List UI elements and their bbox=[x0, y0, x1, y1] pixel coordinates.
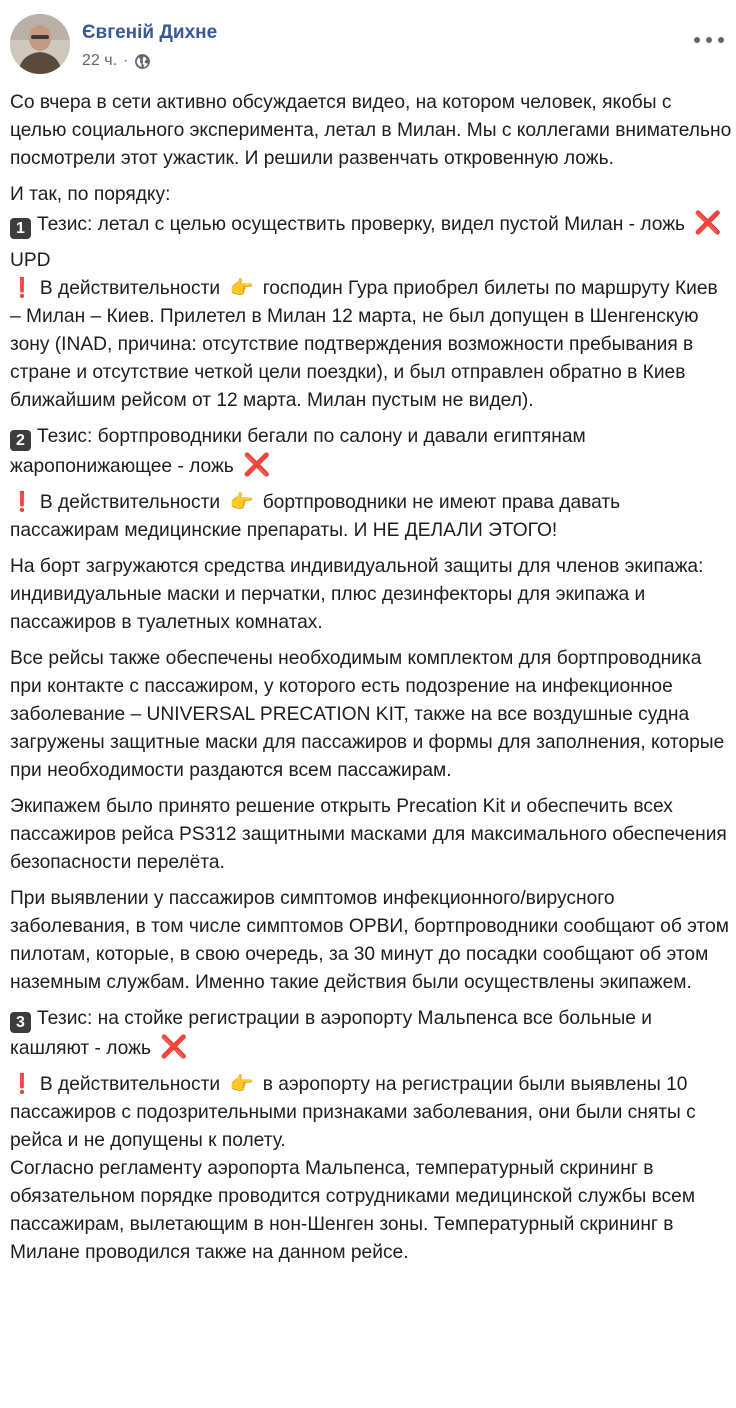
paragraph-kit: Все рейсы также обеспечены необходимым комплектом для бортпроводника при контакте с пассажиром, у которого есть подозрение на инфекционное заболевание – UNIVERSAL PRECATION KIT, также на все воздушные судна загружены защитные маски для пассажиров и формы для заполнения, которые при необходимости раздаются всем пассажирам. bbox=[10, 648, 725, 781]
cross-mark-icon: ❌ bbox=[160, 1034, 188, 1059]
more-options-icon[interactable] bbox=[694, 28, 724, 52]
paragraph-reality-1 bbox=[10, 247, 732, 415]
paragraph-crew: Экипажем было принято решение открыть Precation Kit и обеспечить всех пассажиров рейса PS312 защитными масками для максимального обеспечения безопасности перелёта. bbox=[10, 796, 727, 873]
author-name[interactable]: Євгеній Дихне bbox=[82, 22, 218, 43]
order-intro: И так, по порядку: bbox=[10, 184, 171, 205]
more-dot bbox=[718, 37, 724, 43]
thesis-3-text: Тезис: на стойке регистрации в аэропорту Мальпенса все больные и кашляют - ложь bbox=[10, 1008, 652, 1059]
globe-icon[interactable] bbox=[134, 53, 151, 70]
post-time[interactable]: 22 ч. bbox=[82, 52, 118, 69]
exclamation-icon: ❗ bbox=[10, 278, 34, 299]
paragraph-thesis-1 bbox=[10, 181, 732, 239]
reality-label: В действительности bbox=[39, 1074, 221, 1095]
reality-1-text: господин Гура приобрел билеты по маршруту Киев – Милан – Киев. Прилетел в Милан 12 марта, не был допущен в Шенгенскую зону (INAD, причина: отсутствие подтверждения возможности пребывания в стране и отсутствие четкой цели поездки), и был отправлен обратно в Киев ближайшим рейсом от 12 марта. Милан пустым не видел). bbox=[10, 278, 718, 411]
post-header bbox=[10, 14, 736, 78]
paragraph-protection: На борт загружаются средства индивидуальной защиты для членов экипажа: индивидуальные маски и перчатки, плюс дезинфекторы для экипажа и пассажиров в туалетных комнатах. bbox=[10, 556, 704, 633]
reality-3-text: в аэропорту на регистрации были выявлены 10 пассажиров с подозрительными признаками заболевания, они были сняты с рейса и не допущены к полету. bbox=[10, 1074, 696, 1151]
cross-mark-icon: ❌ bbox=[243, 452, 271, 477]
upd-label: UPD bbox=[10, 250, 51, 271]
paragraph-intro: Со вчера в сети активно обсуждается видео, на котором человек, якобы с целью социального эксперимента, летал в Милан. Мы с коллегами внимательно посмотрели этот ужастик. И решили развенчать откровенную ложь. bbox=[10, 92, 732, 169]
post-body bbox=[10, 89, 732, 1275]
reality-label: В действительности bbox=[39, 278, 221, 299]
cross-mark-icon: ❌ bbox=[694, 210, 722, 235]
post-meta bbox=[82, 52, 151, 70]
reality-label: В действительности bbox=[39, 492, 221, 513]
pointing-hand-icon: 👉 bbox=[229, 1074, 254, 1095]
paragraph-symptoms: При выявлении у пассажиров симптомов инфекционного/вирусного заболевания, в том числе симптомов ОРВИ, бортпроводники сообщают об этом пилотам, которые, в свою очередь, за 30 минут до посадки сообщают об этом наземным службам. Именно такие действия были осуществлены экипажем. bbox=[10, 888, 729, 993]
pointing-hand-icon: 👉 bbox=[229, 278, 254, 299]
more-dot bbox=[694, 37, 700, 43]
reality-2-text: бортпроводники не имеют права давать пассажирам медицинские препараты. И НЕ ДЕЛАЛИ ЭТОГО! bbox=[10, 492, 621, 541]
paragraph-reality-3 bbox=[10, 1071, 732, 1267]
thesis-1-text: Тезис: летал с целью осуществить проверку, видел пустой Милан - ложь bbox=[37, 214, 686, 235]
meta-separator: · bbox=[123, 52, 129, 69]
paragraph-thesis-3 bbox=[10, 1005, 732, 1063]
paragraph-thesis-2 bbox=[10, 423, 732, 481]
keycap-number-icon: 3 bbox=[10, 1012, 31, 1033]
exclamation-icon: ❗ bbox=[10, 492, 34, 513]
exclamation-icon: ❗ bbox=[10, 1074, 34, 1095]
keycap-number-icon: 2 bbox=[10, 430, 31, 451]
more-dot bbox=[706, 37, 712, 43]
avatar[interactable] bbox=[10, 14, 70, 74]
pointing-hand-icon: 👉 bbox=[229, 492, 254, 513]
thesis-2-text: Тезис: бортпроводники бегали по салону и давали египтянам жаропонижающее - ложь bbox=[10, 426, 586, 477]
paragraph-reality-2 bbox=[10, 489, 732, 545]
keycap-number-icon: 1 bbox=[10, 218, 31, 239]
screening-text: Согласно регламенту аэропорта Мальпенса, температурный скрининг в обязательном порядке проводится сотрудниками медицинской службы всем пассажирам, вылетающим в нон-Шенген зоны. Температурный скрининг в Милане проводился также на данном рейсе. bbox=[10, 1158, 696, 1263]
